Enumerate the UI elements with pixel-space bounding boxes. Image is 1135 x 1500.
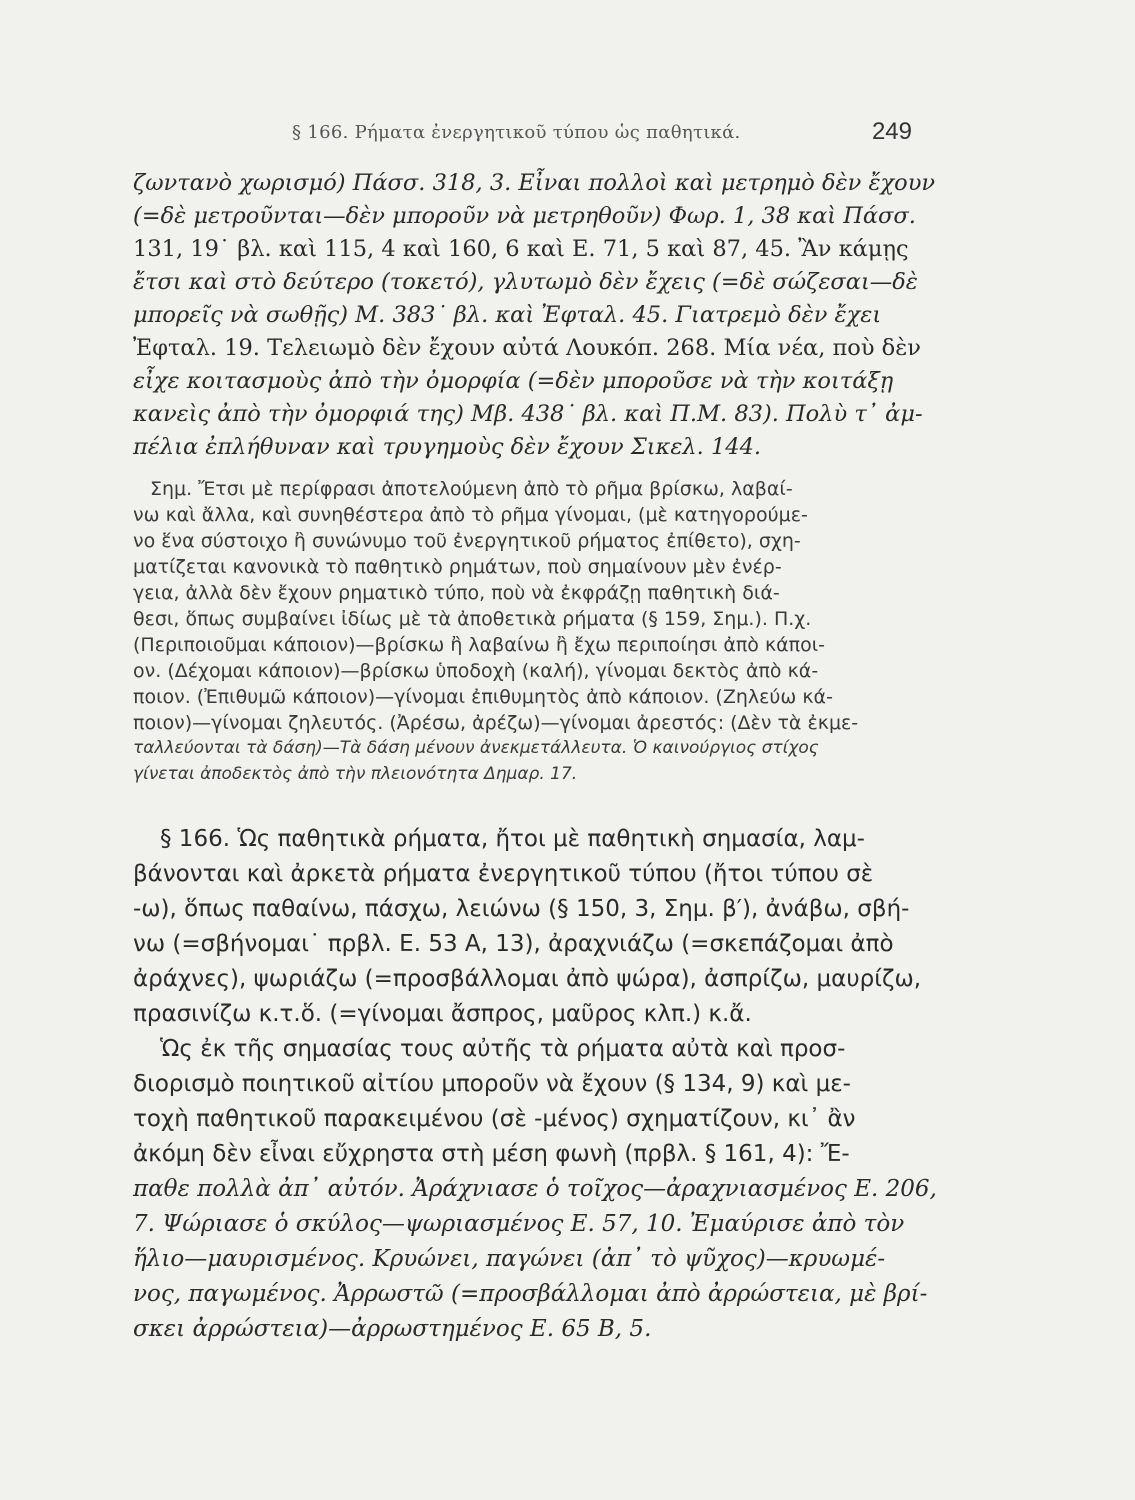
text-line: κανεὶς ἀπὸ τὴν ὀμορφιά της) Μβ. 438˙ βλ. καὶ Π.Μ. 83). Πολὺ τ᾽ ἀμ- — [133, 401, 923, 427]
note-line: νο ἕνα σύστοιχο ἢ συνώνυμο τοῦ ἐνεργητικοῦ ρήματος ἐπίθετο), σχη- — [133, 530, 801, 552]
text-line: πρασινίζω κ.τ.ὅ. (=γίνομαι ἄσπρος, μαῦρος κλπ.) κ.ἄ. — [133, 1001, 752, 1027]
page-number: 249 — [871, 118, 912, 145]
text-line: ἀκόμη δὲν εἶναι εὔχρηστα στὴ μέση φωνὴ (πρβλ. § 161, 4): Ἔ- — [133, 1141, 850, 1167]
example-line: ἥλιο—μαυρισμένος. Κρυώνει, παγώνει (ἀπ᾽ τὸ ψῦχος)—κρυωμέ- — [133, 1246, 886, 1272]
text-line: (=δὲ μετροῦνται—δὲν μποροῦν νὰ μετρηθοῦν) Φωρ. 1, 38 καὶ Πάσσ. — [133, 203, 916, 229]
note-line: Σημ. Ἔτσι μὲ περίφρασι ἀποτελούμενη ἀπὸ τὸ ρῆμα βρίσκω, λαβαί- — [150, 478, 793, 500]
note-line: γίνεται ἀποδεκτὸς ἀπὸ τὴν πλειονότητα Δημαρ. 17. — [133, 764, 578, 784]
note-line: ταλλεύονται τὰ δάση)—Τὰ δάση μένουν ἀνεκμετάλλευτα. Ὁ καινούργιος στίχος — [133, 738, 819, 758]
text-line: πέλια ἐπλήθυναν καὶ τρυγημοὺς δὲν ἔχουν Σικελ. 144. — [133, 434, 762, 460]
text-line: τοχὴ παθητικοῦ παρακειμένου (σὲ -μένος) σχηματίζουν, κι᾽ ἂν — [133, 1106, 856, 1132]
text-line: νω (=σβήνομαι˙ πρβλ. Ε. 53 Α, 13), ἀραχνιάζω (=σκεπάζομαι ἀπὸ — [133, 931, 894, 957]
header-title: § 166. Ρήματα ἐνεργητικοῦ τύπου ὡς παθητικά. — [292, 122, 741, 143]
text-line: ἀράχνες), ψωριάζω (=προσβάλλομαι ἀπὸ ψώρα), ἀσπρίζω, μαυρίζω, — [133, 966, 922, 992]
text-line: ἔτσι καὶ στὸ δεύτερο (τοκετό), γλυτωμὸ δὲν ἔχεις (=δὲ σώζεσαι—δὲ — [133, 269, 918, 295]
text-line: διορισμὸ ποιητικοῦ αἰτίου μποροῦν νὰ ἔχουν (§ 134, 9) καὶ με- — [133, 1071, 851, 1097]
text-line: μπορεῖς νὰ σωθῇς) Μ. 383˙ βλ. καὶ Ἐφταλ. 45. Γιατρεμὸ δὲν ἔχει — [133, 302, 882, 328]
example-line: παθε πολλὰ ἀπ᾽ αὐτόν. Ἀράχνιασε ὁ τοῖχος—ἀραχνιασμένος Ε. 206, — [133, 1176, 937, 1202]
example-line: νος, παγωμένος. Ἀρρωστῶ (=προσβάλλομαι ἀπὸ ἀρρώστεια, μὲ βρί- — [133, 1281, 928, 1307]
example-line: 7. Ψώριασε ὁ σκύλος—ψωριασμένος Ε. 57, 10. Ἐμαύρισε ἀπὸ τὸν — [133, 1211, 905, 1237]
note-line: ποιον. (Ἐπιθυμῶ κάποιον)—γίνομαι ἐπιθυμητὸς ἀπὸ κάποιον. (Ζηλεύω κά- — [133, 686, 833, 708]
note-line: ποιον)—γίνομαι ζηλευτός. (Ἀρέσω, ἀρέζω)—γίνομαι ἀρεστός: (Δὲν τὰ ἐκμε- — [133, 712, 859, 734]
note-line: (Περιποιοῦμαι κάποιον)—βρίσκω ἢ λαβαίνω ἢ ἔχω περιποίησι ἀπὸ κάποι- — [133, 634, 826, 656]
text-line: ζωντανὸ χωρισμό) Πάσσ. 318, 3. Εἶναι πολλοὶ καὶ μετρημὸ δὲν ἔχουν — [133, 170, 936, 196]
note-line: γεια, ἀλλὰ δὲν ἔχουν ρηματικὸ τύπο, ποὺ νὰ ἐκφράζῃ παθητικὴ διά- — [133, 582, 780, 604]
text-line: 131, 19˙ βλ. καὶ 115, 4 καὶ 160, 6 καὶ Ε. 71, 5 καὶ 87, 45. Ἂν κάμῃς — [133, 236, 909, 262]
example-line: σκει ἀρρώστεια)—ἀρρωστημένος Ε. 65 Β, 5. — [133, 1316, 652, 1342]
note-line: νω καὶ ἄλλα, καὶ συνηθέστερα ἀπὸ τὸ ρῆμα γίνομαι, (μὲ κατηγορούμε- — [133, 504, 808, 526]
note-line: ον. (Δέχομαι κάποιον)—βρίσκω ὑποδοχὴ (καλή), γίνομαι δεκτὸς ἀπὸ κά- — [133, 660, 819, 682]
note-line: ματίζεται κανονικὰ τὸ παθητικὸ ρημάτων, ποὺ σημαίνουν μὲν ἐνέρ- — [133, 556, 782, 578]
text-line: -ω), ὅπως παθαίνω, πάσχω, λειώνω (§ 150, 3, Σημ. β′), ἀνάβω, σβή- — [133, 896, 910, 922]
note-line: θεσι, ὅπως συμβαίνει ἰδίως μὲ τὰ ἀποθετικὰ ρήματα (§ 159, Σημ.). Π.χ. — [133, 608, 812, 630]
text-line: Ὡς ἐκ τῆς σημασίας τους αὐτῆς τὰ ρήματα αὐτὰ καὶ προσ- — [160, 1036, 846, 1062]
text-line: βάνονται καὶ ἀρκετὰ ρήματα ἐνεργητικοῦ τύπου (ἤτοι τύπου σὲ — [133, 861, 874, 887]
running-header — [292, 118, 912, 148]
section-heading-line: § 166. Ὡς παθητικὰ ρήματα, ἤτοι μὲ παθητικὴ σημασία, λαμ- — [160, 826, 865, 852]
text-line: εἶχε κοιτασμοὺς ἀπὸ τὴν ὀμορφία (=δὲν μποροῦσε νὰ τὴν κοιτάξῃ — [133, 368, 894, 394]
text-line: Ἐφταλ. 19. Τελειωμὸ δὲν ἔχουν αὐτά Λουκόπ. 268. Μία νέα, ποὺ δὲν — [133, 335, 921, 361]
